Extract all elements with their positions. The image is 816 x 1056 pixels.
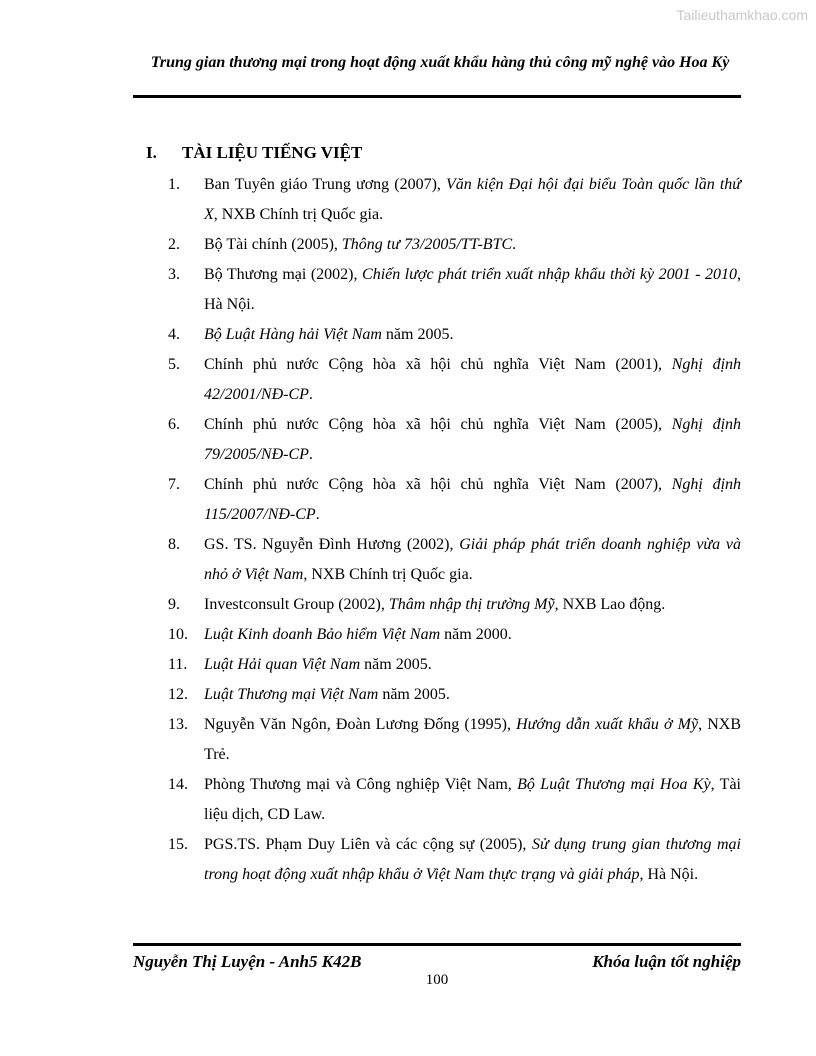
reference-item [168,770,741,830]
reference-title: Thông tư 73/2005/TT-BTC [341,236,513,253]
reference-number: 6. [168,416,180,433]
reference-publisher: , NXB Chính trị Quốc gia. [303,566,473,583]
reference-publisher: năm 2005. [360,656,432,673]
reference-item [168,710,741,770]
reference-title: Thâm nhập thị trường Mỹ [388,596,555,613]
reference-publisher: . [308,386,313,403]
reference-title: Luật Hải quan Việt Nam [204,656,361,673]
reference-item [168,590,741,620]
reference-title: Văn kiện Đại hội đại biểu Toàn quốc lần thứ X [204,176,741,223]
reference-publisher: . [308,446,313,463]
reference-title: Sử dụng trung gian thương mại trong hoạt động xuất nhập khẩu ở Việt Nam thực trạng và giải pháp [204,836,742,883]
header-divider [133,95,741,98]
reference-item [168,680,741,710]
section-heading [146,143,362,163]
reference-text: Bộ Tài chính (2005), [204,236,342,253]
reference-number: 13. [168,716,188,733]
reference-publisher: , Hà Nội. [639,866,699,883]
reference-title: Bộ Luật Thương mại Hoa Kỳ [517,776,711,793]
reference-number: 3. [168,266,180,283]
reference-title: Giải pháp phát triển doanh nghiệp vừa và nhỏ ở Việt Nam [204,536,741,583]
reference-text: Bộ Thương mại (2002), [204,266,363,283]
reference-number: 2. [168,236,180,253]
reference-item [168,620,741,650]
reference-list [168,170,741,890]
footer-author: Nguyễn Thị Luyện - Anh5 K42B [133,952,362,971]
reference-text: Chính phủ nước Cộng hòa xã hội chủ nghĩa Việt Nam (2007), [204,476,672,493]
reference-text: Chính phủ nước Cộng hòa xã hội chủ nghĩa Việt Nam (2005), [204,416,672,433]
reference-number: 4. [168,326,180,343]
reference-number: 15. [168,836,188,853]
reference-text: Nguyễn Văn Ngôn, Đoàn Lương Đống (1995), [204,716,517,733]
reference-publisher: , Hà Nội. [204,266,742,313]
reference-text: Phòng Thương mại và Công nghiệp Việt Nam, [204,776,518,793]
reference-item [168,260,741,320]
reference-text: Investconsult Group (2002), [204,596,389,613]
reference-text: Chính phủ nước Cộng hòa xã hội chủ nghĩa Việt Nam (2001), [204,356,672,373]
reference-item [168,170,741,230]
reference-item [168,830,741,890]
reference-title: Luật Thương mại Việt Nam [204,686,379,703]
reference-text: PGS.TS. Phạm Duy Liên và các cộng sự (2005), [204,836,532,853]
reference-publisher: . [512,236,517,253]
reference-item [168,350,741,410]
footer-divider [133,943,741,946]
running-header-title: Trung gian thương mại trong hoạt động xuất khẩu hàng thủ công mỹ nghệ vào Hoa Kỳ [150,54,730,71]
reference-text: Ban Tuyên giáo Trung ương (2007), [204,176,447,193]
footer-document-type: Khóa luận tốt nghiệp [592,952,741,971]
reference-item [168,320,741,350]
reference-item [168,470,741,530]
reference-title: Bộ Luật Hàng hải Việt Nam [204,326,382,343]
reference-item [168,230,741,260]
reference-item [168,410,741,470]
reference-title: Chiến lược phát triển xuất nhập khẩu thời kỳ 2001 - 2010 [362,266,738,283]
reference-title: Nghị định 115/2007/NĐ-CP [204,476,742,523]
reference-publisher: , NXB Chính trị Quốc gia. [213,206,384,223]
reference-publisher: năm 2005. [381,326,454,343]
reference-title: Nghị định 42/2001/NĐ-CP [204,356,742,403]
reference-title: Nghị định 79/2005/NĐ-CP [204,416,742,463]
reference-title: Hướng dẫn xuất khẩu ở Mỹ [516,716,699,733]
reference-number: 10. [168,626,188,643]
reference-number: 1. [168,176,180,193]
section-title: TÀI LIỆU TIẾNG VIỆT [182,143,363,162]
reference-publisher: . [315,506,320,523]
reference-number: 8. [168,536,180,553]
reference-publisher: , NXB Trẻ. [204,716,741,763]
reference-item [168,530,741,590]
page-number: 100 [425,972,449,988]
reference-number: 5. [168,356,180,373]
reference-number: 7. [168,476,180,493]
reference-publisher: , Tài liệu dịch, CD Law. [204,776,742,823]
reference-publisher: năm 2000. [440,626,512,643]
reference-number: 14. [168,776,188,793]
reference-title: Luật Kinh doanh Bảo hiểm Việt Nam [204,626,441,643]
reference-number: 9. [168,596,180,613]
reference-text: GS. TS. Nguyễn Đình Hương (2002), [204,536,460,553]
reference-publisher: , NXB Lao động. [554,596,666,613]
watermark-text: Tailieuthamkhao.com [676,7,808,23]
reference-number: 12. [168,686,188,703]
reference-item [168,650,741,680]
section-number: I. [146,143,157,162]
reference-number: 11. [168,656,188,673]
reference-publisher: năm 2005. [378,686,450,703]
